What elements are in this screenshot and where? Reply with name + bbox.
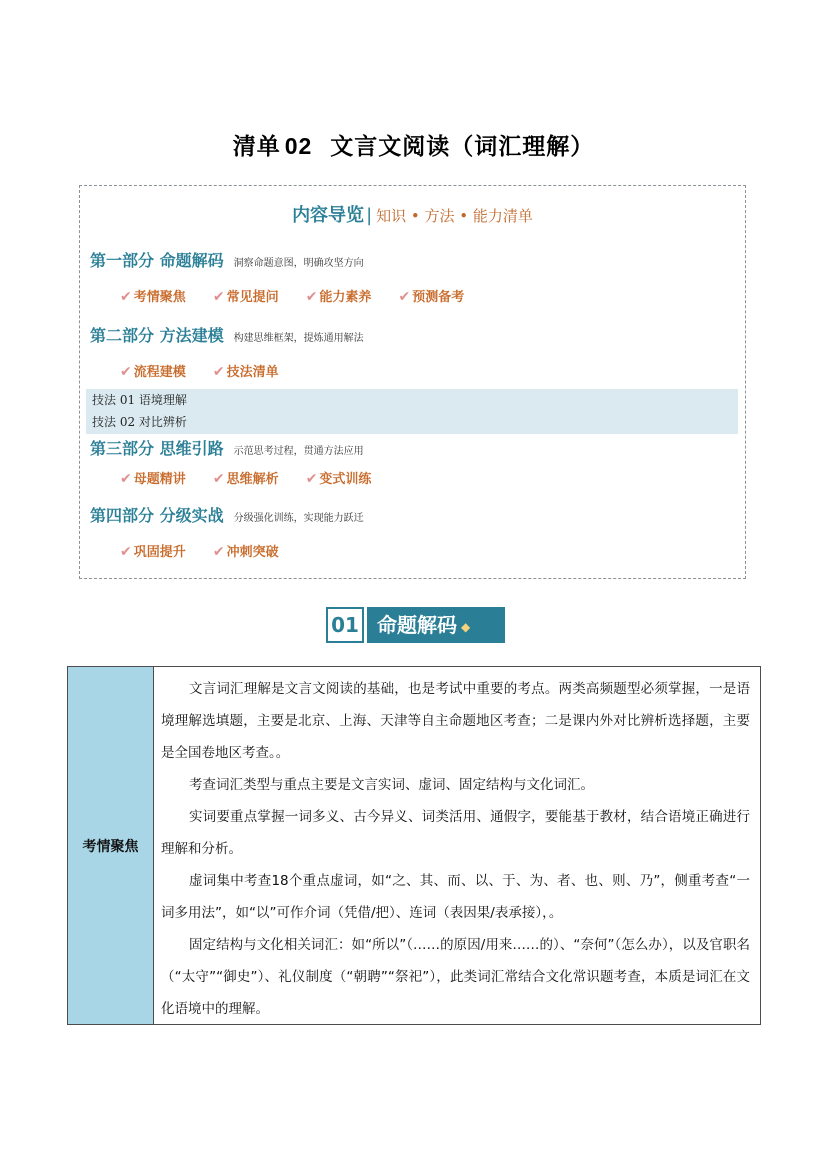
guide-item-variant-training[interactable]: ✔ 变式训练 (305, 471, 372, 487)
diamond-icon: ◆ (461, 619, 471, 634)
guide-item-ability[interactable]: ✔ 能力素养 (305, 289, 372, 305)
part-3-name: 第三部分 思维引路 (90, 439, 224, 458)
heading-divider: | (366, 205, 373, 226)
check-icon: ✔ (212, 289, 225, 305)
guide-item-process-model[interactable]: ✔ 流程建模 (120, 364, 186, 380)
section-number: 01 (326, 607, 364, 643)
part-4-name: 第四部分 分级实战 (90, 506, 224, 525)
exam-focus-content (154, 667, 760, 1024)
part-4-heading (90, 503, 364, 526)
technique-list (86, 389, 738, 434)
section-label: 命题解码 (377, 613, 457, 637)
guide-item-breakthrough[interactable]: ✔ 冲刺突破 (212, 544, 279, 560)
part-3-desc: 示范思考过程，贯通方法应用 (233, 446, 364, 457)
section-label-box (367, 607, 505, 643)
guide-heading-text: 内容导览 (292, 205, 365, 226)
section-badge (326, 607, 506, 643)
check-icon: ✔ (305, 289, 318, 305)
part-3-items (120, 468, 393, 487)
part-1-desc: 洞察命题意图，明确攻坚方向 (233, 258, 364, 269)
focus-paragraph: 实词要重点掌握一词多义、古今异义、词类活用、通假字，要能基于教材，结合语境正确进行理解和分析。 (161, 809, 750, 857)
check-icon: ✔ (212, 364, 225, 380)
check-icon: ✔ (305, 471, 318, 487)
content-guide-box (79, 185, 746, 579)
check-icon: ✔ (120, 544, 132, 560)
technique-item[interactable]: 技法 01 语境理解 (92, 393, 187, 407)
guide-heading-sub: 知识 • 方法 • 能力清单 (376, 207, 533, 225)
part-4-desc: 分级强化训练，实现能力跃迁 (233, 513, 364, 524)
focus-paragraph: 固定结构与文化相关词汇：如“所以”（……的原因/用来……的）、“奈何”（怎么办），以及官职名（“太守”“御史”）、礼仪制度（“朝聘”“祭祀”），此类词汇常结合文化常识题考查，本质是词汇在文化语境中的理解。 (161, 937, 750, 1017)
focus-paragraph: 虚词集中考查18个重点虚词，如“之、其、而、以、于、为、者、也、则、乃”，侧重考查“一词多用法”，如“以”可作介词（凭借/把）、连词（表因果/表承接），。 (161, 873, 750, 921)
part-1-items (120, 286, 486, 305)
guide-item-technique-list[interactable]: ✔ 技法清单 (212, 364, 279, 380)
part-2-heading (90, 323, 364, 346)
part-1-name: 第一部分 命题解码 (90, 251, 224, 270)
exam-focus-label: 考情聚焦 (68, 667, 154, 1024)
focus-paragraph: 文言词汇理解是文言文阅读的基础，也是考试中重要的考点。两类高频题型必须掌握，一是语境理解选填题，主要是北京、上海、天津等自主命题地区考查；二是课内外对比辨析选择题，主要是全国卷地区考查。。 (161, 681, 750, 761)
guide-item-prediction[interactable]: ✔ 预测备考 (398, 289, 465, 305)
guide-heading (80, 201, 745, 227)
part-2-desc: 构建思维框架，提炼通用解法 (233, 333, 364, 344)
part-3-heading (90, 436, 364, 459)
check-icon: ✔ (398, 289, 411, 305)
check-icon: ✔ (120, 471, 132, 487)
technique-item[interactable]: 技法 02 对比辨析 (92, 415, 187, 429)
guide-item-exam-focus[interactable]: ✔ 考情聚焦 (120, 289, 186, 305)
guide-item-common-questions[interactable]: ✔ 常见提问 (212, 289, 279, 305)
guide-item-thinking-analysis[interactable]: ✔ 思维解析 (212, 471, 279, 487)
title-number: 02 (284, 133, 313, 159)
check-icon: ✔ (212, 544, 225, 560)
part-2-name: 第二部分 方法建模 (90, 326, 224, 345)
focus-paragraph: 考查词汇类型与重点主要是文言实词、虚词、固定结构与文化词汇。 (189, 777, 594, 793)
check-icon: ✔ (212, 471, 225, 487)
part-2-items (120, 361, 301, 380)
part-4-items (120, 541, 301, 560)
guide-item-consolidate[interactable]: ✔ 巩固提升 (120, 544, 186, 560)
title-prefix: 清单 (232, 134, 281, 160)
guide-item-master-problem[interactable]: ✔ 母题精讲 (120, 471, 186, 487)
check-icon: ✔ (120, 364, 132, 380)
title-text: 文言文阅读（词汇理解） (330, 134, 595, 160)
exam-focus-table (67, 666, 761, 1025)
part-1-heading (90, 248, 364, 271)
check-icon: ✔ (120, 289, 132, 305)
page-title (0, 128, 827, 161)
